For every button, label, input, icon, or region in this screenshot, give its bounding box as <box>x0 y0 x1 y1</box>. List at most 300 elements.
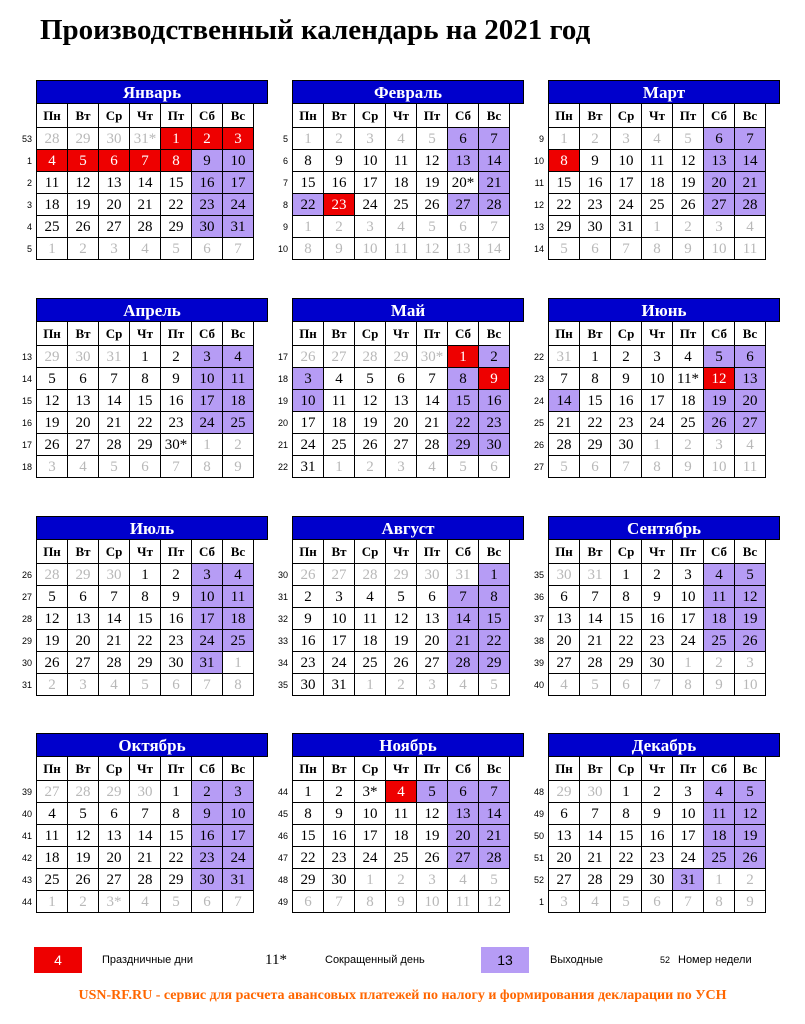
day-cell: 15 <box>611 825 642 847</box>
weekend-cell: 5 <box>735 781 766 803</box>
weekday-header: Пт <box>417 104 448 128</box>
outside-day-cell: 5 <box>417 128 448 150</box>
day-cell: 6 <box>68 368 99 390</box>
day-cell: 9 <box>161 368 192 390</box>
weekday-header: Пт <box>673 104 704 128</box>
day-cell: 23 <box>642 847 673 869</box>
outside-day-cell: 3 <box>735 652 766 674</box>
outside-day-cell: 27 <box>324 564 355 586</box>
outside-day-cell: 5 <box>549 456 580 478</box>
day-cell: 11 <box>386 150 417 172</box>
outside-day-cell: 2 <box>223 434 254 456</box>
weekday-header: Пн <box>37 104 68 128</box>
weekend-cell: 24 <box>223 847 254 869</box>
week-row <box>293 128 510 150</box>
weekend-cell: 8 <box>448 368 479 390</box>
day-cell: 15 <box>549 172 580 194</box>
day-cell: 16 <box>642 825 673 847</box>
month-table <box>292 539 510 696</box>
weekend-cell: 9 <box>192 803 223 825</box>
weekday-header: Пн <box>293 757 324 781</box>
outside-day-cell: 1 <box>37 238 68 260</box>
outside-day-cell: 30 <box>549 564 580 586</box>
day-cell: 25 <box>386 847 417 869</box>
week-row <box>37 150 254 172</box>
holiday-cell: 1 <box>448 346 479 368</box>
day-cell: 30 <box>611 434 642 456</box>
week-row <box>293 847 510 869</box>
outside-day-cell: 3 <box>68 674 99 696</box>
weekday-header: Сб <box>448 540 479 564</box>
week-row <box>293 781 510 803</box>
day-cell: 13 <box>68 608 99 630</box>
week-row <box>37 825 254 847</box>
weekday-header: Чт <box>642 322 673 346</box>
week-row <box>293 238 510 260</box>
week-row <box>293 456 510 478</box>
outside-day-cell: 2 <box>355 456 386 478</box>
weekday-header: Вс <box>479 322 510 346</box>
weekend-cell: 18 <box>704 608 735 630</box>
holiday-cell: 7 <box>130 150 161 172</box>
weekend-cell: 6 <box>704 128 735 150</box>
outside-day-cell: 1 <box>704 869 735 891</box>
weekend-cell: 26 <box>735 847 766 869</box>
month-name: Март <box>548 80 780 104</box>
week-number: 11 <box>534 178 544 188</box>
day-cell: 27 <box>386 434 417 456</box>
week-number: 18 <box>21 462 32 472</box>
week-number: 32 <box>277 614 288 624</box>
weekend-cell: 6 <box>735 346 766 368</box>
weekday-header: Пн <box>549 104 580 128</box>
month-table <box>548 103 766 260</box>
weekend-cell: 24 <box>223 194 254 216</box>
week-number: 21 <box>277 440 288 450</box>
day-cell: 5 <box>37 586 68 608</box>
day-cell: 2 <box>642 781 673 803</box>
weekday-header: Вт <box>324 104 355 128</box>
weekday-header: Пт <box>161 104 192 128</box>
outside-day-cell: 9 <box>324 238 355 260</box>
day-cell: 13 <box>99 825 130 847</box>
outside-day-cell: 9 <box>223 456 254 478</box>
weekend-cell: 28 <box>479 847 510 869</box>
day-cell: 6 <box>99 803 130 825</box>
week-number: 8 <box>282 200 288 210</box>
outside-day-cell: 1 <box>293 216 324 238</box>
weekend-cell: 11 <box>223 368 254 390</box>
outside-day-cell: 7 <box>611 456 642 478</box>
month-table <box>36 539 254 696</box>
week-number: 5 <box>282 134 288 144</box>
outside-day-cell: 14 <box>479 238 510 260</box>
outside-day-cell: 5 <box>479 674 510 696</box>
week-row <box>37 891 254 913</box>
weekday-header: Вт <box>68 540 99 564</box>
weekend-cell: 8 <box>479 586 510 608</box>
outside-day-cell: 3 <box>611 128 642 150</box>
outside-day-cell: 7 <box>161 456 192 478</box>
weekend-cell: 31 <box>192 652 223 674</box>
week-number: 27 <box>21 592 32 602</box>
day-cell: 1 <box>580 346 611 368</box>
weekday-header: Вт <box>68 757 99 781</box>
day-cell: 10 <box>611 150 642 172</box>
week-number: 1 <box>26 156 32 166</box>
weekend-cell: 2 <box>192 781 223 803</box>
weekend-cell: 9 <box>192 150 223 172</box>
week-number: 22 <box>533 352 544 362</box>
holiday-cell: 1 <box>161 128 192 150</box>
weekday-header: Вс <box>479 104 510 128</box>
week-row <box>293 608 510 630</box>
day-cell: 25 <box>673 412 704 434</box>
day-cell: 28 <box>580 869 611 891</box>
outside-day-cell: 5 <box>611 891 642 913</box>
outside-day-cell: 26 <box>293 346 324 368</box>
weekday-header: Пт <box>417 322 448 346</box>
day-cell: 29 <box>611 652 642 674</box>
weekend-cell: 30 <box>192 869 223 891</box>
outside-day-cell: 12 <box>417 238 448 260</box>
day-cell: 28 <box>99 434 130 456</box>
week-row <box>293 412 510 434</box>
day-cell: 8 <box>611 586 642 608</box>
day-cell: 24 <box>355 194 386 216</box>
outside-day-cell: 29 <box>68 564 99 586</box>
weekday-header: Пн <box>293 104 324 128</box>
weekday-header: Вс <box>479 757 510 781</box>
day-cell: 24 <box>355 847 386 869</box>
outside-day-cell: 5 <box>161 238 192 260</box>
day-cell: 30* <box>161 434 192 456</box>
week-number: 50 <box>533 831 544 841</box>
week-number: 38 <box>533 636 544 646</box>
day-cell: 26 <box>386 652 417 674</box>
weekday-header: Вс <box>735 757 766 781</box>
day-cell: 29 <box>580 434 611 456</box>
weekend-cell: 10 <box>223 803 254 825</box>
day-cell: 30 <box>580 216 611 238</box>
day-cell: 8 <box>161 803 192 825</box>
weekday-header: Вт <box>324 540 355 564</box>
weekend-cell: 13 <box>448 150 479 172</box>
week-number: 6 <box>282 156 288 166</box>
outside-day-cell: 27 <box>37 781 68 803</box>
day-cell: 11 <box>355 608 386 630</box>
day-cell: 14 <box>130 825 161 847</box>
day-cell: 10 <box>355 803 386 825</box>
weekday-header: Чт <box>130 104 161 128</box>
weekday-header: Ср <box>611 104 642 128</box>
weekday-header: Ср <box>99 757 130 781</box>
day-cell: 28 <box>130 869 161 891</box>
weekend-cell: 21 <box>479 172 510 194</box>
day-cell: 18 <box>673 390 704 412</box>
weekend-cell: 29 <box>479 652 510 674</box>
outside-day-cell: 4 <box>448 674 479 696</box>
week-number: 31 <box>277 592 288 602</box>
month-table <box>548 756 766 913</box>
outside-day-cell: 2 <box>37 674 68 696</box>
week-row <box>549 456 766 478</box>
week-number: 41 <box>21 831 32 841</box>
outside-day-cell: 1 <box>549 128 580 150</box>
day-cell: 17 <box>642 390 673 412</box>
legend-weekend-label: Выходные <box>550 954 604 966</box>
outside-day-cell: 3 <box>704 434 735 456</box>
outside-day-cell: 7 <box>223 891 254 913</box>
outside-day-cell: 31 <box>99 346 130 368</box>
outside-day-cell: 1 <box>355 869 386 891</box>
weekday-header: Вт <box>580 757 611 781</box>
weekend-cell: 28 <box>735 194 766 216</box>
weekend-cell: 7 <box>479 128 510 150</box>
day-cell: 7 <box>99 368 130 390</box>
weekend-cell: 22 <box>448 412 479 434</box>
day-cell: 18 <box>37 847 68 869</box>
weekday-header: Вс <box>223 757 254 781</box>
week-number: 31 <box>21 680 32 690</box>
day-cell: 13 <box>549 608 580 630</box>
weekend-cell: 18 <box>223 390 254 412</box>
week-row <box>37 869 254 891</box>
outside-day-cell: 2 <box>673 434 704 456</box>
week-row <box>549 390 766 412</box>
day-cell: 8 <box>293 803 324 825</box>
week-row <box>549 564 766 586</box>
week-number: 34 <box>277 658 288 668</box>
outside-day-cell: 3* <box>99 891 130 913</box>
week-row <box>37 652 254 674</box>
outside-day-cell: 3 <box>355 216 386 238</box>
month-name: Октябрь <box>36 733 268 757</box>
outside-day-cell: 4 <box>99 674 130 696</box>
weekend-cell: 12 <box>735 803 766 825</box>
outside-day-cell: 2 <box>386 869 417 891</box>
day-cell: 20 <box>68 630 99 652</box>
day-cell: 26 <box>37 652 68 674</box>
week-row <box>293 586 510 608</box>
week-number: 17 <box>277 352 288 362</box>
day-cell: 26 <box>355 434 386 456</box>
weekday-header: Чт <box>386 104 417 128</box>
week-row <box>37 368 254 390</box>
weekend-cell: 17 <box>192 608 223 630</box>
day-cell: 2 <box>161 564 192 586</box>
outside-day-cell: 7 <box>192 674 223 696</box>
holiday-cell: 2 <box>192 128 223 150</box>
week-row <box>293 803 510 825</box>
page-title: Производственный календарь на 2021 год <box>40 14 591 46</box>
weekday-header: Пт <box>161 322 192 346</box>
day-cell: 3 <box>673 781 704 803</box>
weekend-cell: 19 <box>704 390 735 412</box>
outside-day-cell: 10 <box>735 674 766 696</box>
week-number: 29 <box>21 636 32 646</box>
outside-day-cell: 6 <box>293 891 324 913</box>
day-cell: 5 <box>37 368 68 390</box>
weekend-cell: 27 <box>448 194 479 216</box>
outside-day-cell: 29 <box>386 346 417 368</box>
outside-day-cell: 30 <box>99 128 130 150</box>
week-row <box>549 869 766 891</box>
week-number: 53 <box>21 134 32 144</box>
weekend-cell: 14 <box>735 150 766 172</box>
day-cell: 12 <box>68 172 99 194</box>
day-cell: 27 <box>99 869 130 891</box>
day-cell: 22 <box>293 847 324 869</box>
day-cell: 13 <box>549 825 580 847</box>
day-cell: 4 <box>37 803 68 825</box>
weekend-cell: 23 <box>479 412 510 434</box>
weekend-cell: 16 <box>192 825 223 847</box>
day-cell: 21 <box>580 630 611 652</box>
week-row <box>549 346 766 368</box>
day-cell: 26 <box>417 194 448 216</box>
day-cell: 25 <box>37 216 68 238</box>
day-cell: 23 <box>611 412 642 434</box>
week-number: 7 <box>282 178 288 188</box>
outside-day-cell: 10 <box>704 238 735 260</box>
weekend-cell: 16 <box>479 390 510 412</box>
week-number: 33 <box>277 636 288 646</box>
weekend-cell: 15 <box>479 608 510 630</box>
month-name: Ноябрь <box>292 733 524 757</box>
day-cell: 28 <box>130 216 161 238</box>
outside-day-cell: 31* <box>130 128 161 150</box>
month-table <box>292 321 510 478</box>
weekend-cell: 10 <box>192 368 223 390</box>
outside-day-cell: 1 <box>355 674 386 696</box>
outside-day-cell: 8 <box>704 891 735 913</box>
outside-day-cell: 5 <box>99 456 130 478</box>
day-cell: 29 <box>293 869 324 891</box>
day-cell: 7 <box>549 368 580 390</box>
day-cell: 5 <box>355 368 386 390</box>
outside-day-cell: 4 <box>386 216 417 238</box>
day-cell: 8 <box>130 368 161 390</box>
outside-day-cell: 4 <box>68 456 99 478</box>
outside-day-cell: 28 <box>37 128 68 150</box>
day-cell: 10 <box>673 586 704 608</box>
day-cell: 16 <box>324 825 355 847</box>
outside-day-cell: 5 <box>417 216 448 238</box>
day-cell: 7 <box>580 586 611 608</box>
weekend-cell: 23 <box>192 194 223 216</box>
weekend-cell: 22 <box>479 630 510 652</box>
weekend-cell: 11 <box>223 586 254 608</box>
day-cell: 8 <box>130 586 161 608</box>
day-cell: 12 <box>37 390 68 412</box>
weekend-cell: 30 <box>479 434 510 456</box>
day-cell: 10 <box>355 150 386 172</box>
day-cell: 24 <box>642 412 673 434</box>
outside-day-cell: 1 <box>192 434 223 456</box>
day-cell: 2 <box>161 346 192 368</box>
day-cell: 18 <box>386 825 417 847</box>
day-cell: 3 <box>642 346 673 368</box>
outside-day-cell: 4 <box>580 891 611 913</box>
weekend-cell: 6 <box>448 128 479 150</box>
outside-day-cell: 3 <box>37 456 68 478</box>
month-name: Июнь <box>548 298 780 322</box>
week-number: 2 <box>26 178 32 188</box>
day-cell: 20 <box>549 630 580 652</box>
weekday-header: Вс <box>735 322 766 346</box>
week-row <box>549 194 766 216</box>
day-cell: 12 <box>417 150 448 172</box>
month-name: Сентябрь <box>548 516 780 540</box>
outside-day-cell: 7 <box>673 891 704 913</box>
weekend-cell: 25 <box>223 630 254 652</box>
day-cell: 19 <box>37 412 68 434</box>
weekday-header: Чт <box>130 540 161 564</box>
weekend-cell: 3 <box>192 564 223 586</box>
day-cell: 13 <box>417 608 448 630</box>
day-cell: 17 <box>355 825 386 847</box>
day-cell: 23 <box>293 652 324 674</box>
day-cell: 21 <box>549 412 580 434</box>
day-cell: 26 <box>68 216 99 238</box>
day-cell: 29 <box>130 652 161 674</box>
weekday-header: Чт <box>386 540 417 564</box>
weekend-cell: 20 <box>448 825 479 847</box>
month-table <box>548 321 766 478</box>
day-cell: 15 <box>161 172 192 194</box>
weekend-cell: 28 <box>448 652 479 674</box>
week-number: 45 <box>277 809 288 819</box>
outside-day-cell: 2 <box>580 128 611 150</box>
day-cell: 11 <box>386 803 417 825</box>
weekday-header: Чт <box>130 757 161 781</box>
weekend-cell: 6 <box>448 781 479 803</box>
week-row <box>549 781 766 803</box>
day-cell: 29 <box>161 216 192 238</box>
week-row <box>37 434 254 456</box>
outside-day-cell: 6 <box>448 216 479 238</box>
weekday-header: Ср <box>611 540 642 564</box>
week-number: 12 <box>533 200 544 210</box>
weekend-cell: 14 <box>479 150 510 172</box>
day-cell: 5 <box>386 586 417 608</box>
week-number: 10 <box>533 156 544 166</box>
day-cell: 3 <box>673 564 704 586</box>
week-number: 44 <box>277 787 288 797</box>
day-cell: 21 <box>417 412 448 434</box>
week-row <box>549 368 766 390</box>
outside-day-cell: 6 <box>192 891 223 913</box>
day-cell: 22 <box>161 847 192 869</box>
week-row <box>293 390 510 412</box>
day-cell: 20 <box>417 630 448 652</box>
month-name: Январь <box>36 80 268 104</box>
outside-day-cell: 30 <box>417 564 448 586</box>
week-number: 43 <box>21 875 32 885</box>
weekday-header: Пт <box>673 540 704 564</box>
outside-day-cell: 11 <box>448 891 479 913</box>
outside-day-cell: 7 <box>223 238 254 260</box>
day-cell: 15 <box>130 390 161 412</box>
outside-day-cell: 28 <box>355 564 386 586</box>
week-number: 40 <box>21 809 32 819</box>
weekday-header: Чт <box>386 322 417 346</box>
day-cell: 28 <box>99 652 130 674</box>
week-number: 28 <box>21 614 32 624</box>
weekday-header: Сб <box>192 104 223 128</box>
week-number: 48 <box>277 875 288 885</box>
